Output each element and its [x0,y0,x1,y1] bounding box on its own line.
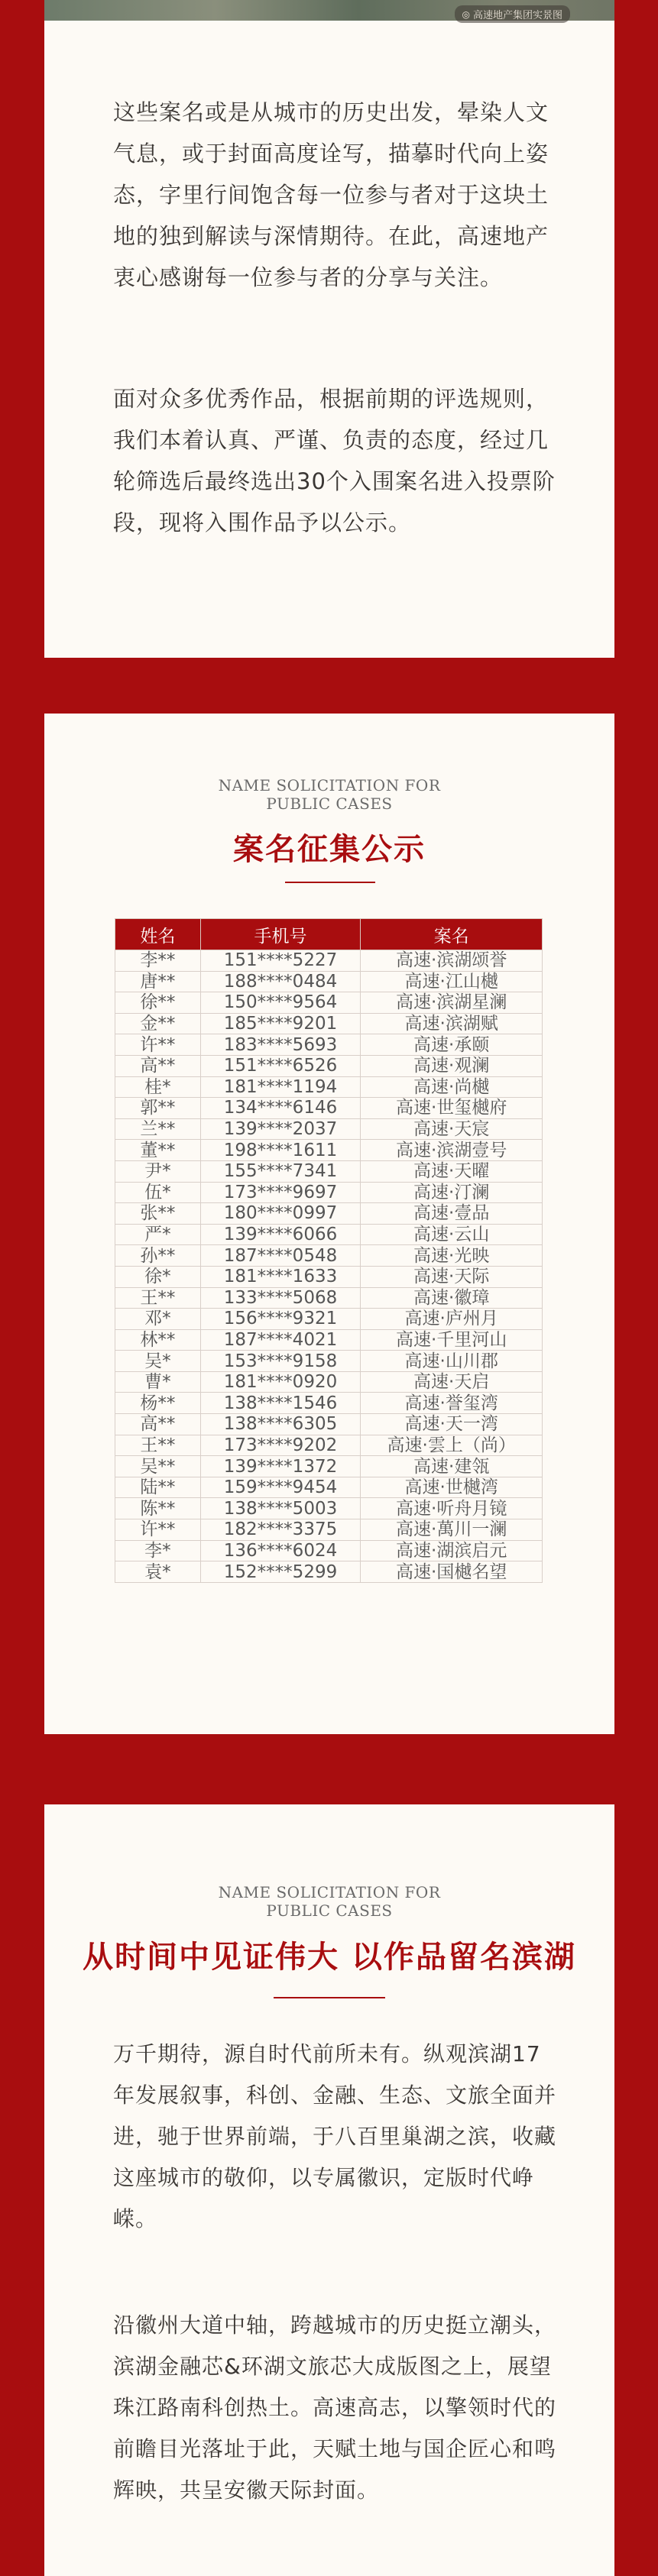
table-row [115,1224,543,1245]
cell-phone: 173****9697 [200,1182,361,1203]
cell-phone: 188****0484 [200,971,361,992]
cell-case-name: 高速·世樾湾 [361,1477,543,1498]
cell-name: 林** [115,1329,201,1351]
header-case-name: 案名 [361,919,543,950]
cell-name: 兰** [115,1118,201,1140]
cell-case-name: 高速·萬川一澜 [361,1519,543,1541]
table-header-row [115,919,543,950]
cell-name: 尹* [115,1160,201,1182]
cell-name: 高** [115,1414,201,1435]
table-row [115,1118,543,1140]
cell-phone: 180****0997 [200,1203,361,1225]
cell-phone: 155****7341 [200,1160,361,1182]
english-subtitle-line2: PUBLIC CASES [266,794,393,813]
table-row [115,950,543,972]
cell-phone: 153****9158 [200,1351,361,1372]
table-row [115,1076,543,1098]
table-row [115,1182,543,1203]
cell-phone: 173****9202 [200,1435,361,1456]
cell-phone: 181****1633 [200,1266,361,1287]
story-paragraph-1: 万千期待，源自时代前所未有。纵观滨湖17年发展叙事，科创、金融、生态、文旅全面并进，驰于世界前端，于八百里巢湖之滨，收藏这座城市的敬仰，以专属徽识，定版时代峥嵘。 [113,2041,557,2231]
finalist-names-table [115,918,543,1583]
table-row [115,1245,543,1267]
cell-name: 曹* [115,1371,201,1393]
table-row [115,1519,543,1541]
cell-name: 孙** [115,1245,201,1267]
intro-paragraph-1: 这些案名或是从城市的历史出发，晕染人文气息，或于封面高度诠写，描摹时代向上姿态，字里行间饱含每一位参与者对于这块土地的独到解读与深情期待。在此，高速地产衷心感谢每一位参与者的分享与关注。 [113,99,549,290]
title-underline [285,882,375,883]
english-subtitle [44,1883,614,1920]
cell-case-name: 高速·誉玺湾 [361,1393,543,1414]
cell-case-name: 高速·滨湖赋 [361,1013,543,1034]
cell-case-name: 高速·徽璋 [361,1287,543,1309]
cell-name: 吴* [115,1351,201,1372]
cell-name: 许** [115,1519,201,1541]
table-row [115,1287,543,1309]
table-row [115,1435,543,1456]
project-photo [44,0,614,21]
cell-name: 徐* [115,1266,201,1287]
cell-case-name: 高速·承颐 [361,1034,543,1056]
english-subtitle [44,776,614,813]
title-underline [274,1997,385,1998]
table-row [115,1160,543,1182]
cell-name: 李** [115,950,201,972]
cell-name: 许** [115,1034,201,1056]
cell-case-name: 高速·滨湖星澜 [361,992,543,1014]
table-row [115,1098,543,1119]
cell-case-name: 高速·云山 [361,1224,543,1245]
cell-case-name: 高速·听舟月镜 [361,1498,543,1519]
english-subtitle-line1: NAME SOLICITATION FOR [218,776,441,794]
cell-phone: 136****6024 [200,1540,361,1561]
table-row [115,1034,543,1056]
name-list-card [44,714,614,1734]
cell-name: 陆** [115,1477,201,1498]
cell-case-name: 高速·山川郡 [361,1351,543,1372]
cell-phone: 138****1546 [200,1393,361,1414]
cell-name: 桂* [115,1076,201,1098]
cell-phone: 151****6526 [200,1055,361,1076]
cell-case-name: 高速·建瓴 [361,1456,543,1477]
table-row [115,1351,543,1372]
english-subtitle-line2: PUBLIC CASES [266,1901,393,1920]
table-row [115,1266,543,1287]
cell-case-name: 高速·湖滨启元 [361,1540,543,1561]
cell-phone: 150****9564 [200,992,361,1014]
cell-name: 邓* [115,1309,201,1330]
cell-phone: 181****1194 [200,1076,361,1098]
cell-name: 严* [115,1224,201,1245]
cell-case-name: 高速·江山樾 [361,971,543,992]
header-name: 姓名 [115,919,201,950]
cell-name: 高** [115,1055,201,1076]
table-row [115,1203,543,1225]
english-subtitle-line1: NAME SOLICITATION FOR [218,1883,441,1901]
cell-case-name: 高速·庐州月 [361,1309,543,1330]
cell-name: 吴** [115,1456,201,1477]
table-row [115,1055,543,1076]
cell-name: 陈** [115,1498,201,1519]
cell-phone: 151****5227 [200,950,361,972]
table-row [115,1013,543,1034]
table-row [115,1540,543,1561]
cell-case-name: 高速·国樾名望 [361,1561,543,1583]
cell-case-name: 高速·天际 [361,1266,543,1287]
cell-case-name: 高速·滨湖颂誉 [361,950,543,972]
cell-name: 袁* [115,1561,201,1583]
table-row [115,992,543,1014]
cell-case-name: 高速·天曜 [361,1160,543,1182]
cell-name: 张** [115,1203,201,1225]
cell-case-name: 高速·汀澜 [361,1182,543,1203]
cell-phone: 181****0920 [200,1371,361,1393]
table-row [115,1561,543,1583]
cell-case-name: 高速·天宸 [361,1118,543,1140]
cell-phone: 198****1611 [200,1140,361,1161]
cell-phone: 182****3375 [200,1519,361,1541]
story-paragraph-2: 沿徽州大道中轴，跨越城市的历史挺立潮头，滨湖金融芯&环湖文旅芯大成版图之上，展望珠江路南科创热土。高速高志，以擎领时代的前瞻目光落址于此，天赋土地与国企匠心和鸣辉映，共呈安徽天际封面。 [113,2312,557,2503]
table-row [115,1140,543,1161]
cell-name: 郭** [115,1098,201,1119]
cell-case-name: 高速·观澜 [361,1055,543,1076]
cell-phone: 152****5299 [200,1561,361,1583]
cell-case-name: 高速·尚樾 [361,1076,543,1098]
cell-phone: 187****0548 [200,1245,361,1267]
intro-paragraph-2: 面对众多优秀作品，根据前期的评选规则，我们本着认真、严谨、负责的态度，经过几轮筛选后最终选出30个入围案名进入投票阶段，现将入围作品予以公示。 [113,386,556,536]
cell-phone: 139****1372 [200,1456,361,1477]
cell-case-name: 高速·世玺樾府 [361,1098,543,1119]
photo-credit-badge [455,5,571,23]
intro-card [44,0,614,658]
cell-phone: 185****9201 [200,1013,361,1034]
story-card [44,1804,614,2576]
table-row [115,971,543,992]
cell-case-name: 高速·天启 [361,1371,543,1393]
cell-name: 伍* [115,1182,201,1203]
table-row [115,1393,543,1414]
table-row [115,1498,543,1519]
cell-name: 王** [115,1435,201,1456]
cell-name: 董** [115,1140,201,1161]
table-row [115,1329,543,1351]
cell-name: 杨** [115,1393,201,1414]
cell-phone: 138****5003 [200,1498,361,1519]
section-title: 从时间中见证伟大 以作品留名滨湖 [83,1940,576,1975]
cell-phone: 183****5693 [200,1034,361,1056]
table-row [115,1477,543,1498]
cell-case-name: 高速·光映 [361,1245,543,1267]
cell-case-name: 高速·千里河山 [361,1329,543,1351]
cell-phone: 138****6305 [200,1414,361,1435]
table-row [115,1371,543,1393]
cell-name: 王** [115,1287,201,1309]
cell-case-name: 高速·滨湖壹号 [361,1140,543,1161]
cell-phone: 139****6066 [200,1224,361,1245]
cell-phone: 139****2037 [200,1118,361,1140]
header-phone: 手机号 [200,919,361,950]
table-row [115,1309,543,1330]
cell-name: 唐** [115,971,201,992]
cell-phone: 156****9321 [200,1309,361,1330]
table-row [115,1414,543,1435]
cell-phone: 187****4021 [200,1329,361,1351]
section-title: 案名征集公示 [233,832,426,867]
cell-phone: 133****5068 [200,1287,361,1309]
cell-case-name: 高速·天一湾 [361,1414,543,1435]
photo-credit-text: 高速地产集团实景图 [472,10,562,21]
table-row [115,1456,543,1477]
cell-case-name: 高速·雲上（尚） [361,1435,543,1456]
cell-case-name: 高速·壹品 [361,1203,543,1225]
camera-icon: ◎ [462,8,470,20]
cell-name: 李* [115,1540,201,1561]
cell-name: 金** [115,1013,201,1034]
cell-phone: 134****6146 [200,1098,361,1119]
cell-phone: 159****9454 [200,1477,361,1498]
cell-name: 徐** [115,992,201,1014]
